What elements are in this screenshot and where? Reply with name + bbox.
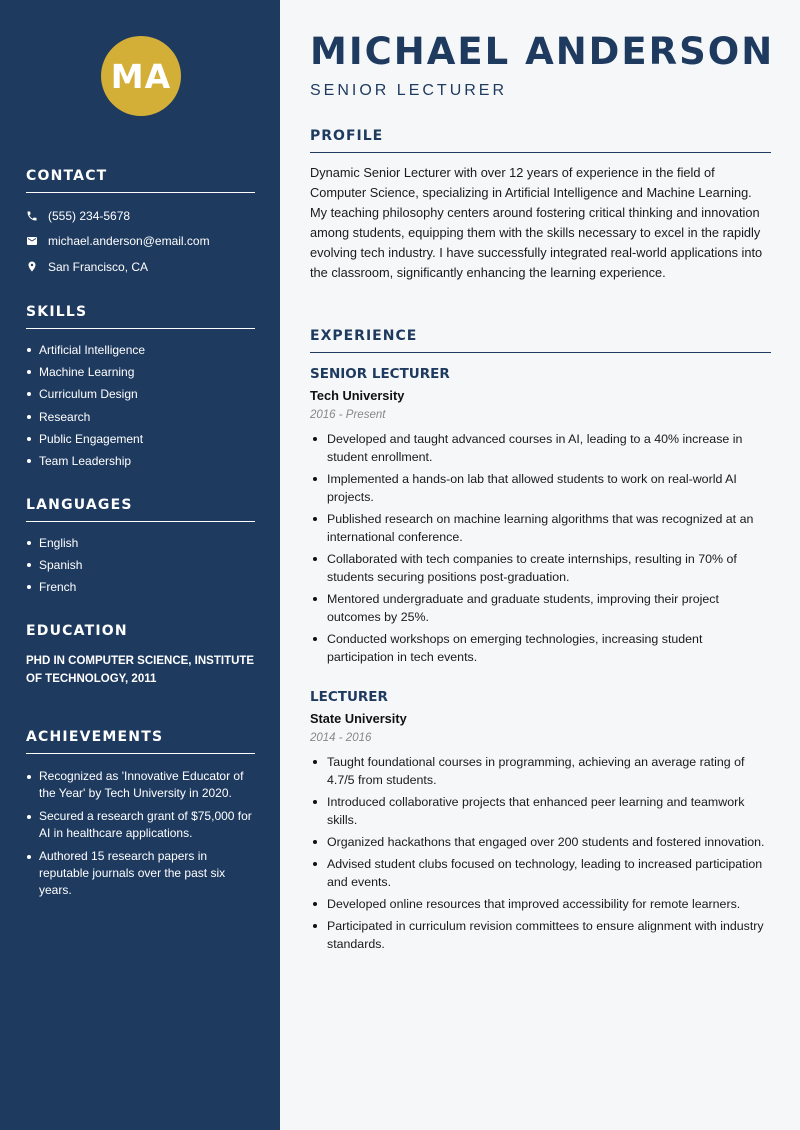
- achievement-item: Secured a research grant of $75,000 for AI in healthcare applications.: [26, 808, 255, 842]
- job-bullet: Developed online resources that improved accessibility for remote learners.: [310, 895, 771, 913]
- job-bullet: Collaborated with tech companies to create internships, resulting in 70% of students securing positions post-graduation.: [310, 550, 771, 586]
- language-item: Spanish: [26, 554, 255, 576]
- skill-item: Public Engagement: [26, 428, 255, 450]
- skills-heading: SKILLS: [26, 304, 255, 329]
- job-title: SENIOR LECTURER: [310, 366, 450, 382]
- job-entry: [310, 366, 771, 670]
- job-bullet: Published research on machine learning algorithms that was recognized at an international conference.: [310, 510, 771, 546]
- education-line-2: OF TECHNOLOGY, 2011: [26, 672, 157, 685]
- profile-text: Dynamic Senior Lecturer with over 12 years of experience in the field of Computer Science, specializing in Artificial Intelligence and Machine Learning. My teaching philosophy centers around fostering critical thinking and innovation among students, equipping them with the skills necessary to excel in the rapidly evolving tech industry. I have successfully integrated real-world applications into the classroom, significantly enhancing the learning experience.: [310, 165, 763, 281]
- job-bullets: [310, 430, 771, 666]
- skill-item: Artificial Intelligence: [26, 339, 255, 361]
- education-line-1: PHD IN COMPUTER SCIENCE, INSTITUTE: [26, 655, 255, 667]
- phone-text: (555) 234-5678: [48, 208, 131, 223]
- job-bullet: Conducted workshops on emerging technologies, increasing student participation in tech events.: [310, 630, 771, 666]
- sidebar: [0, 0, 280, 1130]
- candidate-name: MICHAEL ANDERSON: [310, 30, 775, 73]
- skill-item: Research: [26, 406, 255, 428]
- languages-list: [26, 532, 255, 599]
- job-bullets: [310, 753, 771, 953]
- skills-list: [26, 339, 255, 472]
- avatar: MA: [101, 36, 181, 116]
- job-company: Tech University: [310, 388, 405, 403]
- contact-location: [26, 254, 255, 280]
- job-dates: 2016 - Present: [310, 409, 386, 421]
- email-text: michael.anderson@email.com: [48, 234, 210, 249]
- job-dates: 2014 - 2016: [310, 732, 372, 744]
- achievements-list: [26, 768, 255, 899]
- job-bullet: Taught foundational courses in programming, achieving an average rating of 4.7/5 from students.: [310, 753, 771, 789]
- education-heading: EDUCATION: [26, 623, 128, 639]
- achievement-item: Authored 15 research papers in reputable journals over the past six years.: [26, 848, 255, 899]
- phone-icon: [26, 210, 48, 222]
- email-icon: [26, 235, 48, 247]
- candidate-title: SENIOR LECTURER: [310, 82, 508, 99]
- job-bullet: Implemented a hands-on lab that allowed students to work on real-world AI projects.: [310, 470, 771, 506]
- skill-item: Machine Learning: [26, 361, 255, 383]
- skill-item: Curriculum Design: [26, 383, 255, 405]
- experience-heading: EXPERIENCE: [310, 328, 771, 353]
- education-section: [26, 623, 255, 688]
- job-bullet: Advised student clubs focused on technology, leading to increased participation and events.: [310, 855, 771, 891]
- job-bullet: Participated in curriculum revision committees to ensure alignment with industry standards.: [310, 917, 771, 953]
- job-title: LECTURER: [310, 689, 388, 705]
- languages-section: [26, 497, 255, 599]
- achievements-section: [26, 729, 255, 905]
- achievements-heading: ACHIEVEMENTS: [26, 729, 255, 754]
- job-bullet: Introduced collaborative projects that enhanced peer learning and teamwork skills.: [310, 793, 771, 829]
- profile-heading: PROFILE: [310, 128, 771, 153]
- language-item: French: [26, 576, 255, 598]
- language-item: English: [26, 532, 255, 554]
- contact-email: [26, 229, 255, 255]
- education-degree: [26, 653, 255, 688]
- location-text: San Francisco, CA: [48, 259, 149, 274]
- job-bullet: Developed and taught advanced courses in AI, leading to a 40% increase in student enrollment.: [310, 430, 771, 466]
- job-company: State University: [310, 711, 407, 726]
- location-pin-icon: [26, 260, 48, 273]
- job-bullet: Organized hackathons that engaged over 200 students and fostered innovation.: [310, 833, 771, 851]
- job-bullet: Mentored undergraduate and graduate students, improving their project outcomes by 25%.: [310, 590, 771, 626]
- achievement-item: Recognized as 'Innovative Educator of the Year' by Tech University in 2020.: [26, 768, 255, 802]
- contact-heading: CONTACT: [26, 168, 255, 193]
- skills-section: [26, 304, 255, 472]
- contact-section: [26, 168, 255, 280]
- languages-heading: LANGUAGES: [26, 497, 255, 522]
- job-entry: [310, 689, 771, 957]
- skill-item: Team Leadership: [26, 450, 255, 472]
- contact-phone: [26, 203, 255, 229]
